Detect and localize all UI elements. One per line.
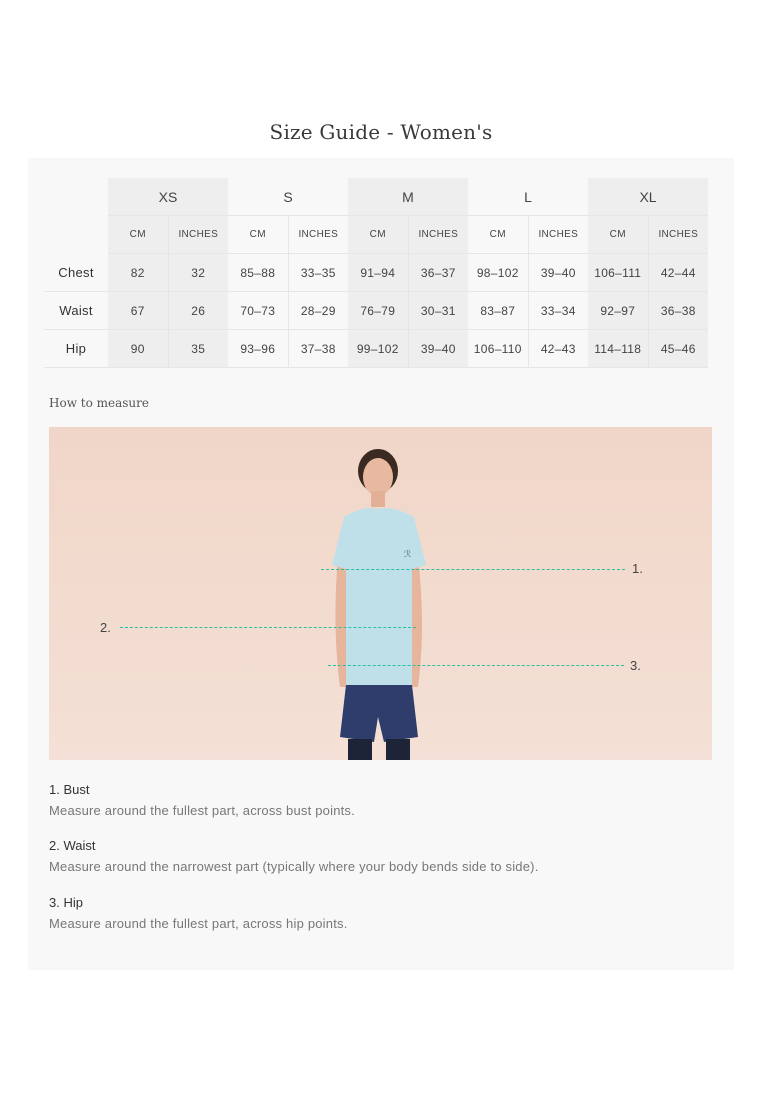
table-cell: 33–35: [288, 254, 348, 292]
table-row-hip: [44, 330, 708, 368]
table-cell: 37–38: [288, 330, 348, 368]
table-cell: 82: [108, 254, 168, 292]
size-guide-panel: [28, 158, 734, 970]
svg-text:ℛ: ℛ: [404, 550, 412, 560]
measure-item-title: 3. Hip: [49, 895, 83, 910]
unit-header: INCHES: [528, 216, 588, 254]
table-cell: 36–38: [648, 292, 708, 330]
hip-marker: 3.: [630, 658, 641, 673]
measure-item-title: 2. Waist: [49, 838, 96, 853]
measure-item-desc: Measure around the narrowest part (typically where your body bends side to side).: [49, 859, 539, 874]
table-cell: 42–44: [648, 254, 708, 292]
table-cell: 70–73: [228, 292, 288, 330]
size-header-l: L: [468, 178, 588, 216]
unit-header: INCHES: [168, 216, 228, 254]
table-cell: 98–102: [468, 254, 528, 292]
unit-header-row: [44, 216, 708, 254]
table-cell: 39–40: [528, 254, 588, 292]
size-header-row: [44, 178, 708, 216]
table-cell: 99–102: [348, 330, 408, 368]
size-header-xs: XS: [108, 178, 228, 216]
unit-header: CM: [468, 216, 528, 254]
table-corner: [44, 178, 108, 216]
model-figure: [314, 447, 444, 760]
table-cell: 83–87: [468, 292, 528, 330]
table-corner: [44, 216, 108, 254]
unit-header: INCHES: [408, 216, 468, 254]
table-cell: 90: [108, 330, 168, 368]
table-cell: 36–37: [408, 254, 468, 292]
row-label-hip: Hip: [44, 330, 108, 368]
table-cell: 28–29: [288, 292, 348, 330]
table-row-chest: [44, 254, 708, 292]
table-cell: 92–97: [588, 292, 648, 330]
unit-header: CM: [108, 216, 168, 254]
table-cell: 45–46: [648, 330, 708, 368]
measure-item-bust: [49, 782, 355, 818]
table-cell: 106–110: [468, 330, 528, 368]
waist-marker: 2.: [100, 620, 111, 635]
unit-header: INCHES: [648, 216, 708, 254]
size-header-xl: XL: [588, 178, 708, 216]
table-cell: 35: [168, 330, 228, 368]
table-cell: 42–43: [528, 330, 588, 368]
bust-marker: 1.: [632, 561, 643, 576]
table-cell: 76–79: [348, 292, 408, 330]
hip-guide-line: [328, 665, 624, 666]
row-label-waist: Waist: [44, 292, 108, 330]
table-cell: 93–96: [228, 330, 288, 368]
table-cell: 33–34: [528, 292, 588, 330]
size-table: [44, 178, 708, 368]
measure-item-title: 1. Bust: [49, 782, 90, 797]
unit-header: CM: [348, 216, 408, 254]
row-label-chest: Chest: [44, 254, 108, 292]
size-header-s: S: [228, 178, 348, 216]
table-row-waist: [44, 292, 708, 330]
measure-item-desc: Measure around the fullest part, across bust points.: [49, 803, 355, 818]
bust-guide-line: [321, 569, 625, 570]
unit-header: CM: [588, 216, 648, 254]
table-cell: 39–40: [408, 330, 468, 368]
table-cell: 106–111: [588, 254, 648, 292]
table-cell: 67: [108, 292, 168, 330]
measure-item-waist: [49, 838, 539, 874]
table-cell: 26: [168, 292, 228, 330]
table-cell: 85–88: [228, 254, 288, 292]
measure-item-desc: Measure around the fullest part, across hip points.: [49, 916, 348, 931]
unit-header: CM: [228, 216, 288, 254]
table-cell: 114–118: [588, 330, 648, 368]
table-cell: 30–31: [408, 292, 468, 330]
size-header-m: M: [348, 178, 468, 216]
table-cell: 32: [168, 254, 228, 292]
page-title: Size Guide - Women's: [269, 120, 493, 144]
unit-header: INCHES: [288, 216, 348, 254]
how-to-measure-heading: How to measure: [49, 396, 149, 410]
measurement-photo: [49, 427, 712, 760]
measure-item-hip: [49, 895, 348, 931]
table-cell: 91–94: [348, 254, 408, 292]
waist-guide-line: [120, 627, 416, 628]
